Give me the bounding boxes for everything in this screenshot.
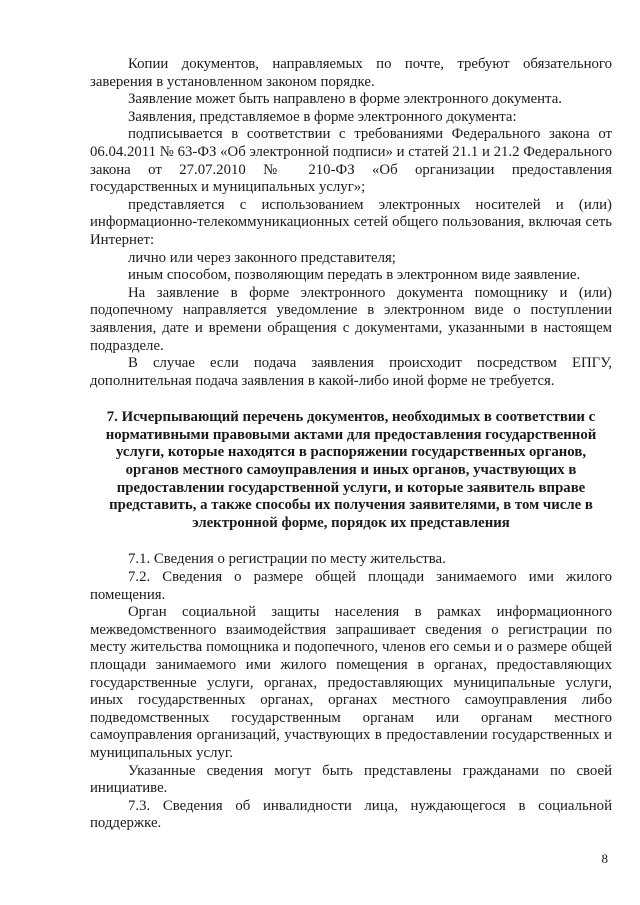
paragraph-own-initiative: Указанные сведения могут быть представлены гражданами по своей инициативе. bbox=[90, 762, 612, 797]
paragraph-electronic-form: Заявление может быть направлено в форме электронного документа. bbox=[128, 91, 562, 108]
paragraph-epgu: В случае если подача заявления происходит посредством ЕПГУ, дополнительная подача заявления в какой-либо иной форме не требуется. bbox=[90, 355, 612, 389]
paragraph-submitted-via-networks: представляется с использованием электронных носителей и (или) информационно-телекоммуникационных сетей общего пользования, включая сеть Интернет: bbox=[90, 196, 612, 248]
paragraph-7-3: 7.3. Сведения об инвалидности лица, нуждающегося в социальной поддержке. bbox=[90, 797, 612, 832]
paragraph-electronic-document-intro: Заявления, представляемое в форме электронного документа: bbox=[128, 108, 517, 125]
paragraph-in-person: лично или через законного представителя; bbox=[128, 249, 396, 266]
page-number: 8 bbox=[601, 851, 608, 866]
paragraph-copies-certification: Копии документов, направляемых по почте, требуют обязательного заверения в установленном законом порядке. bbox=[90, 56, 612, 90]
spacer bbox=[90, 532, 612, 551]
paragraph-signed-per-law: подписывается в соответствии с требованиями Федерального закона от 06.04.2011 № 63-ФЗ «Об электронной подписи» и статей 21.1 и 21.2 Федерального закона от 27.07.2010 № 210-ФЗ «Об организации предоставления государственных и муниципальных услуг»; bbox=[90, 126, 612, 196]
section-heading: 7. Исчерпывающий перечень документов, необходимых в соответствии с нормативными правовыми актами для предоставления государственной услуги, которые находятся в распоряжении государственных органов, органов местного самоуправления и иных органов, участвующих в предоставлении государственной услуги, и которые заявитель вправе представить, а также способы их получения заявителями, в том числе в электронной форме, порядок их представления bbox=[105, 409, 597, 531]
document-page bbox=[90, 56, 612, 833]
paragraph-7-2: 7.2. Сведения о размере общей площади занимаемого ими жилого помещения. bbox=[90, 569, 612, 603]
paragraph-notification: На заявление в форме электронного документа помощнику и (или) подопечному направляется уведомление в электронном виде о поступлении заявления, дате и времени обращения с документами, указанными в настоящем подразделе. bbox=[90, 284, 612, 354]
paragraph-7-1: 7.1. Сведения о регистрации по месту жительства. bbox=[128, 551, 446, 568]
paragraph-interagency-request: Орган социальной защиты населения в рамках информационного межведомственного взаимодействия запрашивает сведения о регистрации по месту жительства помощника и подопечного, членов его семьи и о размере общей площади занимаемого ими жилого помещения в органах, предоставляющих государственные услуги, органах, предоставляющих муниципальные услуги, иных государственных органах, органах местного самоуправления либо подведомственных государственным органам или органам местного самоуправления организаций, участвующих в предоставлении государственных и муниципальных услуг. bbox=[90, 604, 612, 761]
spacer bbox=[90, 390, 612, 409]
paragraph-other-method: иным способом, позволяющим передать в электронном виде заявление. bbox=[128, 267, 581, 284]
